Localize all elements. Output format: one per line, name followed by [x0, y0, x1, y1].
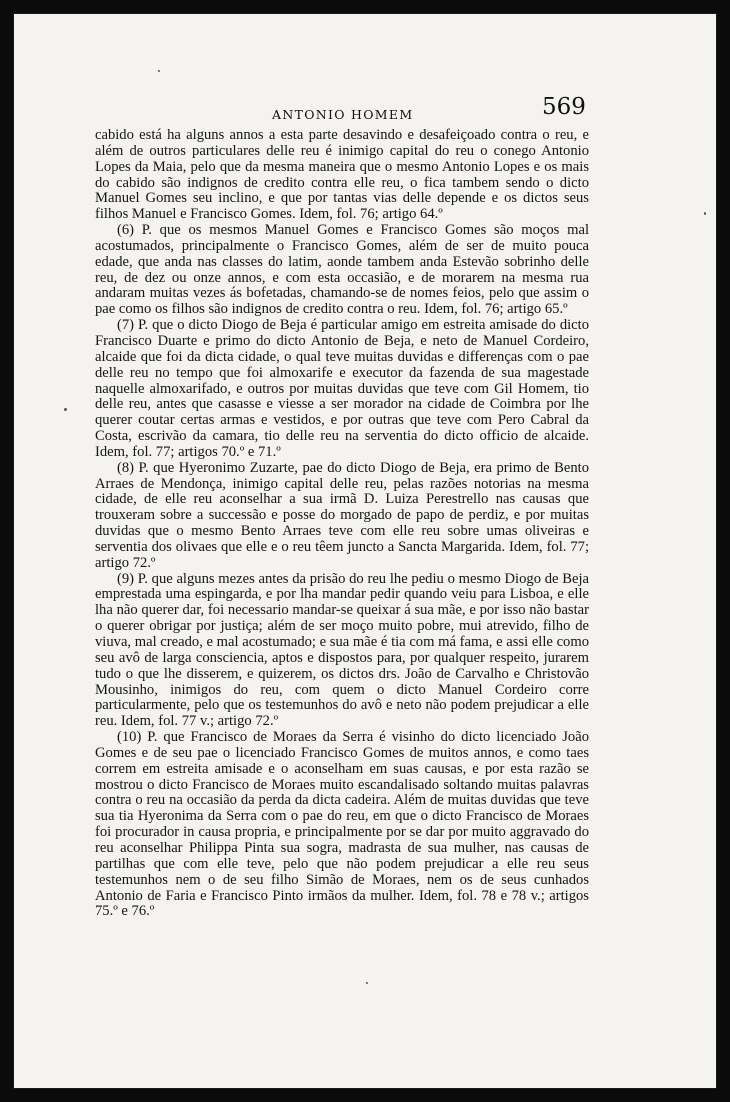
- body-text: [95, 128, 589, 920]
- paragraph-8: (8) P. que Hyeronimo Zuzarte, pae do dicto Diogo de Beja, era primo de Bento Arraes de Mendonça, inimigo capital delle reu, pelas razões notorias na mesma cidade, de elle reu aconselhar a sua irmã D. Luiza Perestrello nas causas que trouxeram sobre a successão e posse do morgado de papo de perdiz, e por muitas duvidas que o mesmo Bento Arraes teve com elle reu sobre umas oliveiras e serventia dos olivaes que elle e o reu têem juncto a Sancta Margarida. Idem, fol. 77; artigo 72.º: [95, 459, 589, 571]
- page-number: 569: [542, 94, 586, 120]
- paper-speck: [158, 70, 160, 72]
- paragraph-7: (7) P. que o dicto Diogo de Beja é particular amigo em estreita amisade do dicto Francisco Duarte e primo do dicto Antonio de Beja, e neto de Manuel Cordeiro, alcaide que foi da dicta cidade, o qual teve muitas duvidas e differenças com o pae delle reu no tempo que foi almoxarife e executor da fazenda de sua magestade naquelle almoxarifado, e outros por muitas duvidas que teve com Gil Homem, tio delle reu, antes que casasse e viesse a ser morador na cidade de Coimbra por lhe querer coutar certas armas e vestidos, e por outras que teve com Pero Cabral da Costa, escrivão da camara, tio delle reu na serventia do dicto officio de alcaide. Idem, fol. 77; artigos 70.º e 71.º: [95, 317, 589, 460]
- paragraph-continuation: cabido está ha alguns annos a esta parte desavindo e desafeiçoado contra o reu, e além de outros particulares delle reu é inimigo capital do reu o conego Antonio Lopes da Maia, pelo que da mesma maneira que o mesmo Antonio Lopes e os mais do cabido são indignos de credito contra elle reu, o fica tambem sendo o dicto Manuel Gomes seu inclino, e que por tantas vias delle depende e os dictos seus filhos Manuel e Francisco Gomes. Idem, fol. 76; artigo 64.º: [95, 127, 589, 223]
- paragraph-10: (10) P. que Francisco de Moraes da Serra é visinho do dicto licenciado João Gomes e de seu pae o licenciado Francisco Gomes de muitos annos, e como taes correm em estreita amisade e o aconselham em suas causas, e por esta razão se mostrou o dicto Francisco de Moraes muito escandalisado soltando muitas palavras contra o reu na occasião da perda da dicta cadeira. Além de muitas duvidas que teve sua tia Hyeronima da Serra com o pae do reu, em que o dicto Francisco de Moraes foi procurador in causa propria, e principalmente por se dar por muito aggravado do reu aconselhar Philippa Pinta sua sogra, madrasta de sua mulher, nas causas de partilhas que com elle teve, pelo que não podem prejudicar a elle reu seus testemunhos nem o de seu filho Simão de Moraes, nem os de seus cunhados Antonio de Faria e Francisco Pinto irmãos da mulher. Idem, fol. 78 e 78 v.; artigos 75.º e 76.º: [95, 729, 589, 920]
- paper-speck: [704, 212, 706, 215]
- paragraph-9: (9) P. que alguns mezes antes da prisão do reu lhe pediu o mesmo Diogo de Beja emprestada uma espingarda, e por lha mandar pedir quando veiu para Lisboa, e elle lha não querer dar, foi necessario mandar-se queixar á sua mãe, e por isso não bastar o querer obrigar por justiça; além de ser moço muito pobre, mui atrevido, filho de viuva, mal creado, e mal acostumado; e sua mãe é tia com má fama, e assi elle como seu avô de larga consciencia, aptos e dispostos para, por qualquer respeito, jurarem tudo o que lhe disserem, e quizerem, os dictos drs. João de Carvalho e Christovão Mousinho, inimigos do reu, com quem o dicto Manuel Cordeiro corre particularmente, pelo que os testemunhos do avô e neto não podem prejudicar a elle reu. Idem, fol. 77 v.; artigo 72.º: [95, 570, 589, 730]
- paragraph-6: (6) P. que os mesmos Manuel Gomes e Francisco Gomes são moços mal acostumados, principalmente o Francisco Gomes, além de ser de muito pouca edade, que anda nas classes do latim, aonde tambem anda Estevão sobrinho delle reu, de dez ou onze annos, e com esta occasião, e de morarem na mesma rua andaram muitas vezes ás bofetadas, chamando-se de nomes feios, pelo que assim o pae como os filhos são indignos de credito contra o reu. Idem, fol. 76; artigo 65.º: [95, 222, 589, 318]
- page-header-title: ANTONIO HOMEM: [272, 107, 414, 122]
- paper-speck: [64, 408, 67, 411]
- paper-speck: [366, 982, 368, 984]
- document-page: [14, 14, 716, 1088]
